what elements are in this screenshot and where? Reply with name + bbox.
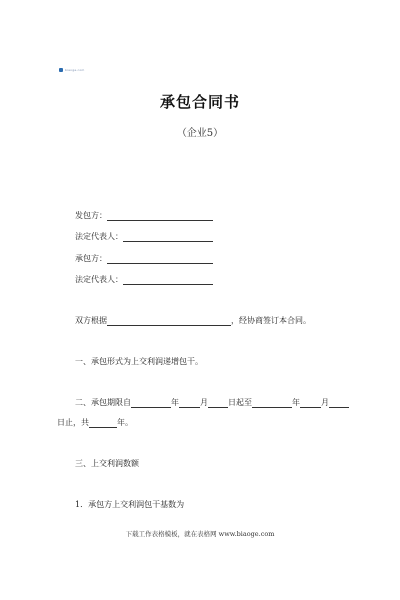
basis-prefix: 双方根据: [75, 316, 107, 325]
clause-3: [75, 459, 139, 469]
end-day-blank[interactable]: [329, 398, 349, 408]
clause-1: [75, 357, 203, 367]
legal-rep-a-label: 法定代表人：: [75, 232, 123, 241]
clause-2-line-2: [57, 418, 133, 428]
clause-3-1-text: 1．承包方上交利润包干基数为: [75, 500, 185, 509]
party-a-label: 发包方：: [75, 211, 107, 220]
clause-2-end-prefix: 日止，共: [57, 418, 89, 427]
clause-1-text: 一、承包形式为上交利润递增包干。: [75, 357, 203, 366]
legal-rep-b-line: [75, 275, 213, 285]
basis-suffix: ，经协商签订本合同。: [231, 316, 311, 325]
clause-2-prefix: 二、承包期限自: [75, 398, 131, 407]
start-month-blank[interactable]: [179, 398, 200, 408]
end-month-unit: 月: [321, 398, 329, 407]
party-b-line: [75, 254, 213, 264]
start-day-blank[interactable]: [208, 398, 228, 408]
clause-2-end-suffix: 年。: [117, 418, 133, 427]
party-a-line: [75, 211, 213, 221]
day-from-text: 日起至: [228, 398, 252, 407]
term-years-blank[interactable]: [89, 418, 117, 428]
end-year-blank[interactable]: [252, 398, 292, 408]
clause-3-1: [75, 500, 184, 510]
page-footer: 下载工作表格模板，就在表格网 www.biaoge.com: [125, 530, 275, 538]
legal-rep-a-blank[interactable]: [123, 232, 213, 242]
basis-line: [75, 316, 311, 326]
site-logo: [59, 67, 85, 73]
end-year-unit: 年: [292, 398, 300, 407]
start-year-unit: 年: [171, 398, 179, 407]
document-subtitle: （企业5）: [176, 128, 224, 139]
logo-mark-icon: [59, 68, 63, 72]
clause-2-line-1: [75, 398, 349, 408]
party-b-label: 承包方：: [75, 254, 107, 263]
basis-blank[interactable]: [107, 316, 231, 326]
party-b-blank[interactable]: [107, 254, 213, 264]
document-title: 承包合同书: [159, 93, 240, 111]
start-month-unit: 月: [200, 398, 208, 407]
party-a-blank[interactable]: [107, 211, 213, 221]
legal-rep-b-label: 法定代表人：: [75, 275, 123, 284]
logo-text: biaoge.com: [65, 68, 85, 72]
clause-3-text: 三、上交利润数额: [75, 459, 139, 468]
legal-rep-b-blank[interactable]: [123, 275, 213, 285]
end-month-blank[interactable]: [300, 398, 321, 408]
legal-rep-a-line: [75, 232, 213, 242]
start-year-blank[interactable]: [131, 398, 171, 408]
